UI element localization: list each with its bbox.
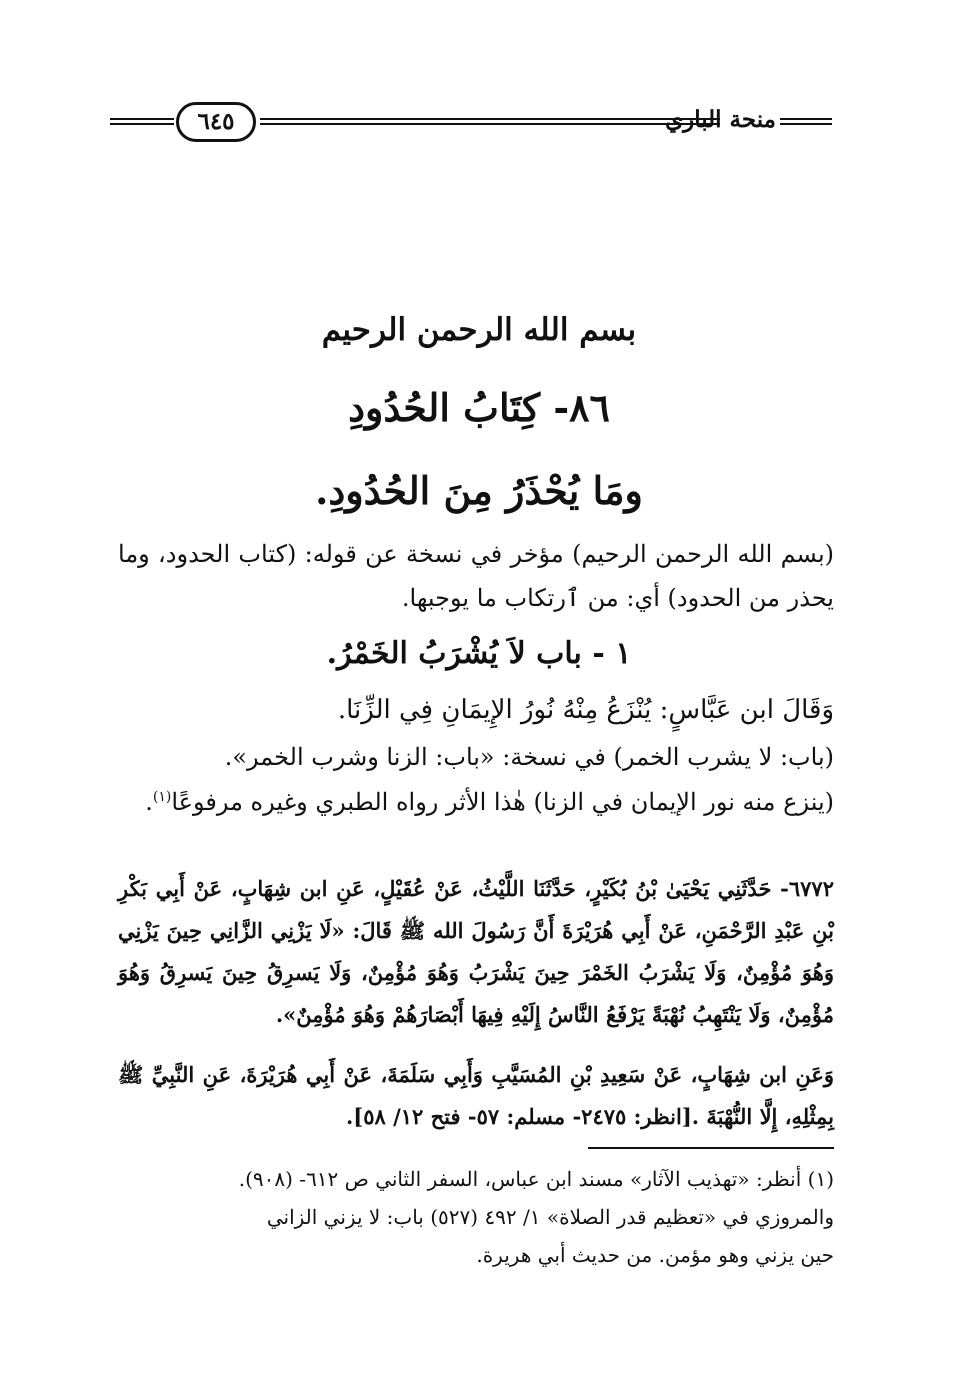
footnote-separator [588, 1147, 834, 1149]
commentary-3-end: . [145, 788, 153, 816]
chapter-heading: ١ - باب لاَ يُشْرَبُ الخَمْرُ. [326, 636, 632, 671]
hadith-text-2: وَعَنِ ابن شِهَابٍ، عَنْ سَعِيدِ بْنِ المُسَيَّبِ وَأَبِي سَلَمَةَ، عَنْ أَبِي هُرَيْرَةَ، عَنِ النَّبِيِّ ﷺ بِمِثْلِهِ، إِلَّا النُّهْبَةَ .[انظر: ٢٤٧٥- مسلم: ٥٧- فتح ١٢/ ٥٨]. [118, 1062, 834, 1129]
header-rule-left [110, 118, 174, 125]
commentary-3-text: (ينزع منه نور الإيمان في الزنا) هٰذا الأثر رواه الطبري وغيره مرفوعًا [171, 788, 834, 816]
header-rule-right [780, 118, 832, 125]
footnote-line-2: والمروزي في «تعظيم قدر الصلاة» ١/ ٤٩٢ (٥٢٧) باب: لا يزني الزاني [266, 1205, 834, 1229]
footnote-line-1: (١) أنظر: «تهذيب الآثار» مسند ابن عباس، السفر الثاني ص ٦١٢- (٩٠٨). [238, 1167, 834, 1191]
page-number: ٦٤٥ [176, 102, 256, 142]
ibn-abbas-report: وَقَالَ ابن عَبَّاسٍ: يُنْزَعُ مِنْهُ نُورُ الإِيمَانِ فِي الزِّنَا. [337, 695, 834, 725]
book-title: ٨٦- كِتَابُ الحُدُودِ [348, 385, 610, 430]
footnote-1 [118, 1160, 834, 1274]
page-header [110, 100, 832, 150]
commentary-paragraph-3 [118, 780, 834, 824]
running-head: منحة الباري [665, 106, 776, 133]
commentary-paragraph-2: (باب: لا يشرب الخمر) في نسخة: «باب: الزنا وشرب الخمر». [224, 743, 834, 771]
basmala: بسم الله الرحمن الرحيم [321, 312, 637, 348]
book-subtitle: ومَا يُحْذَرُ مِنَ الحُدُودِ. [315, 468, 643, 513]
footnote-line-3: حين يزني وهو مؤمن. من حديث أبي هريرة. [476, 1243, 834, 1267]
commentary-paragraph-1: (بسم الله الرحمن الرحيم) مؤخر في نسخة عن قوله: (كتاب الحدود، وما يحذر من الحدود) أي: من ٱرتكاب ما يوجبها. [118, 540, 834, 612]
footnote-marker: (١) [152, 789, 172, 805]
hadith-text-1: ٦٧٧٢- حَدَّثَنِي يَحْيَىٰ بْنُ بُكَيْرٍ، حَدَّثَنَا اللَّيْثُ، عَنْ عُقَيْلٍ، عَنِ ابن شِهَابٍ، عَنْ أَبِي بَكْرِ بْنِ عَبْدِ الرَّحْمَنِ، عَنْ أَبِي هُرَيْرَةَ أَنَّ رَسُولَ الله ﷺ قَالَ: «لَا يَزْنِي الزَّانِي حِينَ يَزْنِي وَهُوَ مُؤْمِنٌ، وَلَا يَشْرَبُ الخَمْرَ حِينَ يَشْرَبُ وَهُوَ مُؤْمِنٌ، وَلَا يَسرِقُ حِينَ يَسرِقُ وَهُوَ مُؤْمِنٌ، وَلَا يَنْتَهِبُ نُهْبَةً يَرْفَعُ النَّاسُ إِلَيْهِ فِيهَا أَبْصَارَهُمْ وَهُوَ مُؤْمِنٌ». [118, 876, 834, 1027]
